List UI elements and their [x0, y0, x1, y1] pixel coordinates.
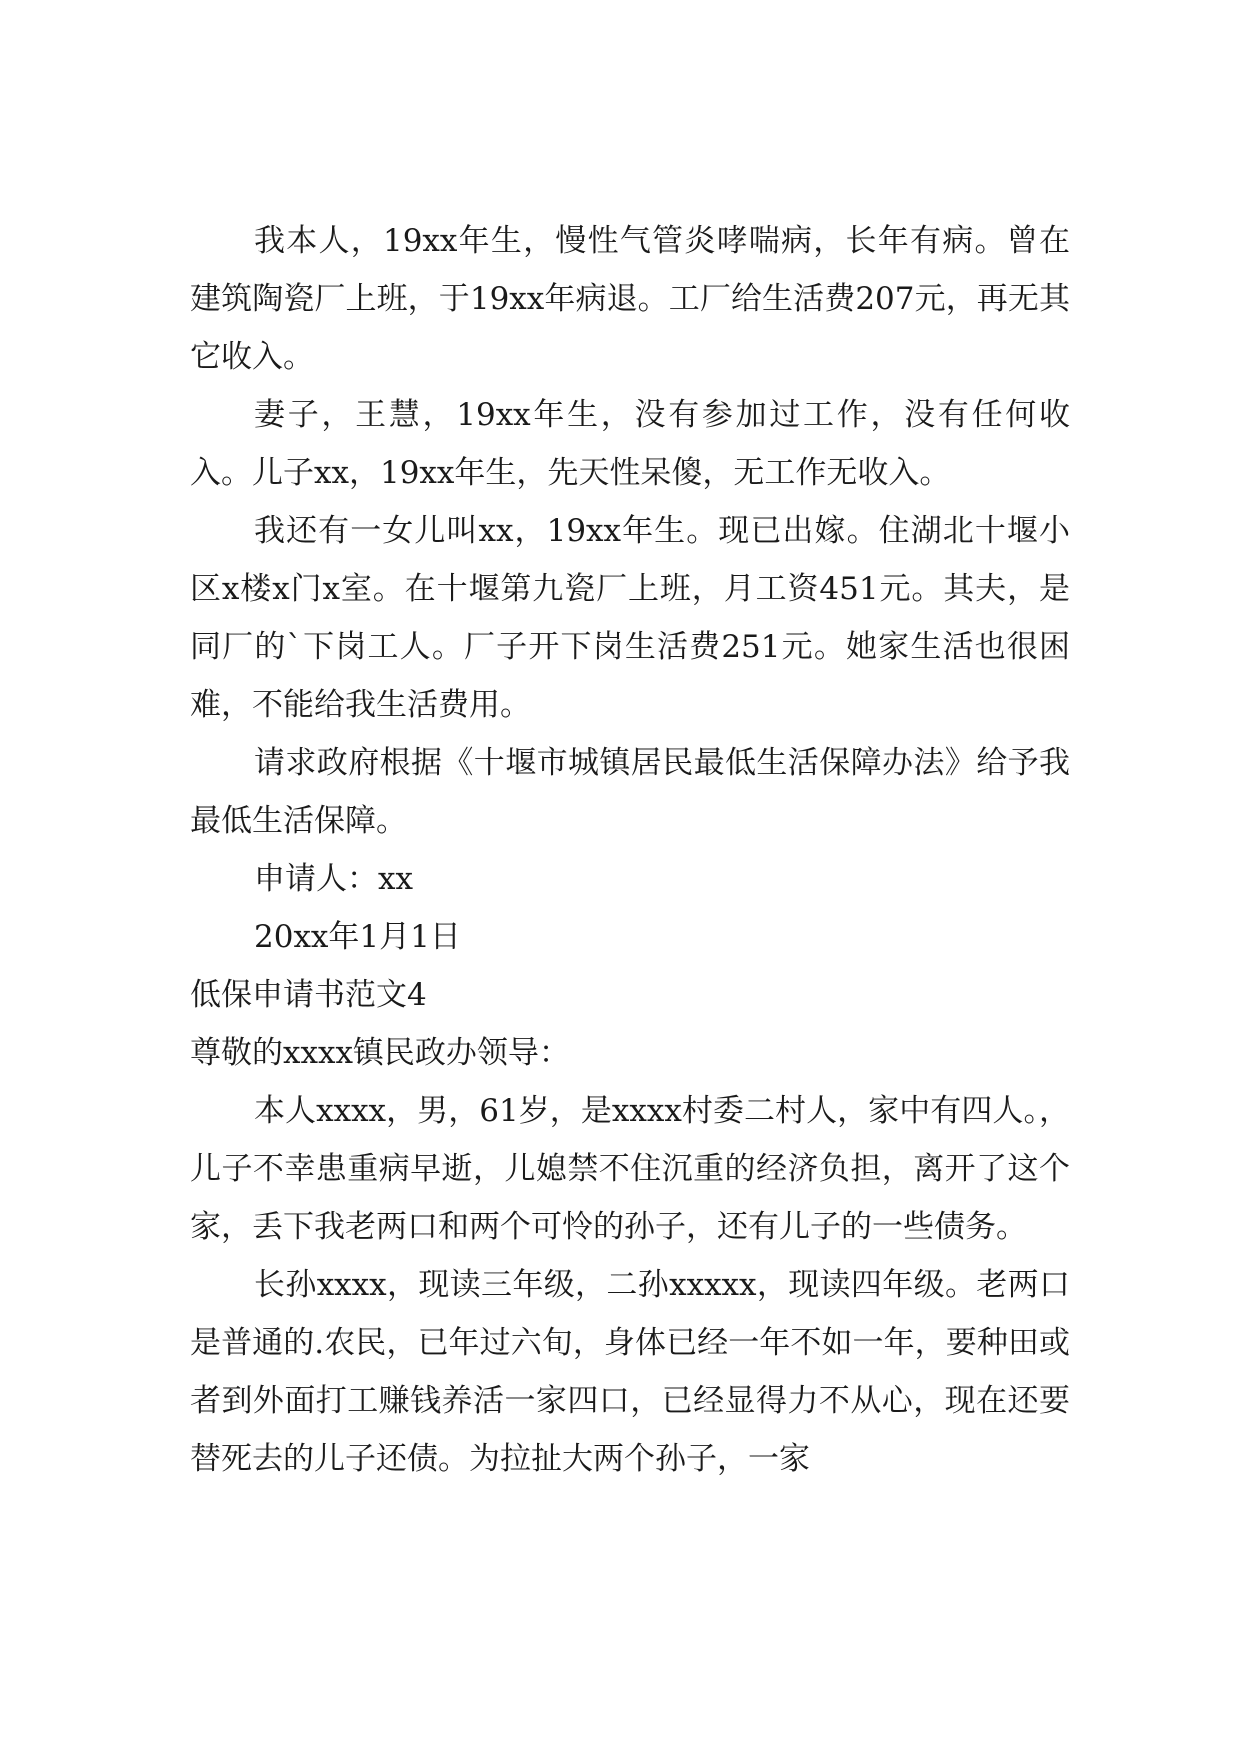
- paragraph-applicant-self: 我本人，19xx年生，慢性气管炎哮喘病，长年有病。曾在建筑陶瓷厂上班，于19xx年病退。工厂给生活费207元，再无其它收入。: [190, 223, 1070, 375]
- paragraph-family-situation: 本人xxxx，男，61岁，是xxxx村委二村人，家中有四人。，儿子不幸患重病早逝，儿媳禁不住沉重的经济负担，离开了这个家，丢下我老两口和两个可怜的孙子，还有儿子的一些债务。: [190, 1093, 1070, 1245]
- salutation: 尊敬的xxxx镇民政办领导：: [190, 1035, 570, 1071]
- paragraph-request: 请求政府根据《十堰市城镇居民最低生活保障办法》给予我最低生活保障。: [190, 745, 1070, 839]
- section-heading: 低保申请书范文4: [190, 977, 427, 1013]
- paragraph-wife-son: 妻子，王慧，19xx年生，没有参加过工作，没有任何收入。儿子xx，19xx年生，先天性呆傻，无工作无收入。: [190, 397, 1070, 491]
- signature-date: 20xx年1月1日: [254, 919, 461, 955]
- paragraph-daughter: 我还有一女儿叫xx，19xx年生。现已出嫁。住湖北十堰小区x楼x门x室。在十堰第九瓷厂上班，月工资451元。其夫，是同厂的`下岗工人。厂子开下岗生活费251元。她家生活也很困难，不能给我生活费用。: [190, 513, 1070, 723]
- document-body: [190, 212, 1070, 1488]
- signature-applicant: 申请人：xx: [254, 861, 413, 897]
- paragraph-grandsons: 长孙xxxx，现读三年级，二孙xxxxx，现读四年级。老两口是普通的.农民，已年过六旬，身体已经一年不如一年，要种田或者到外面打工赚钱养活一家四口，已经显得力不从心，现在还要替死去的儿子还债。为拉扯大两个孙子，一家: [190, 1267, 1070, 1477]
